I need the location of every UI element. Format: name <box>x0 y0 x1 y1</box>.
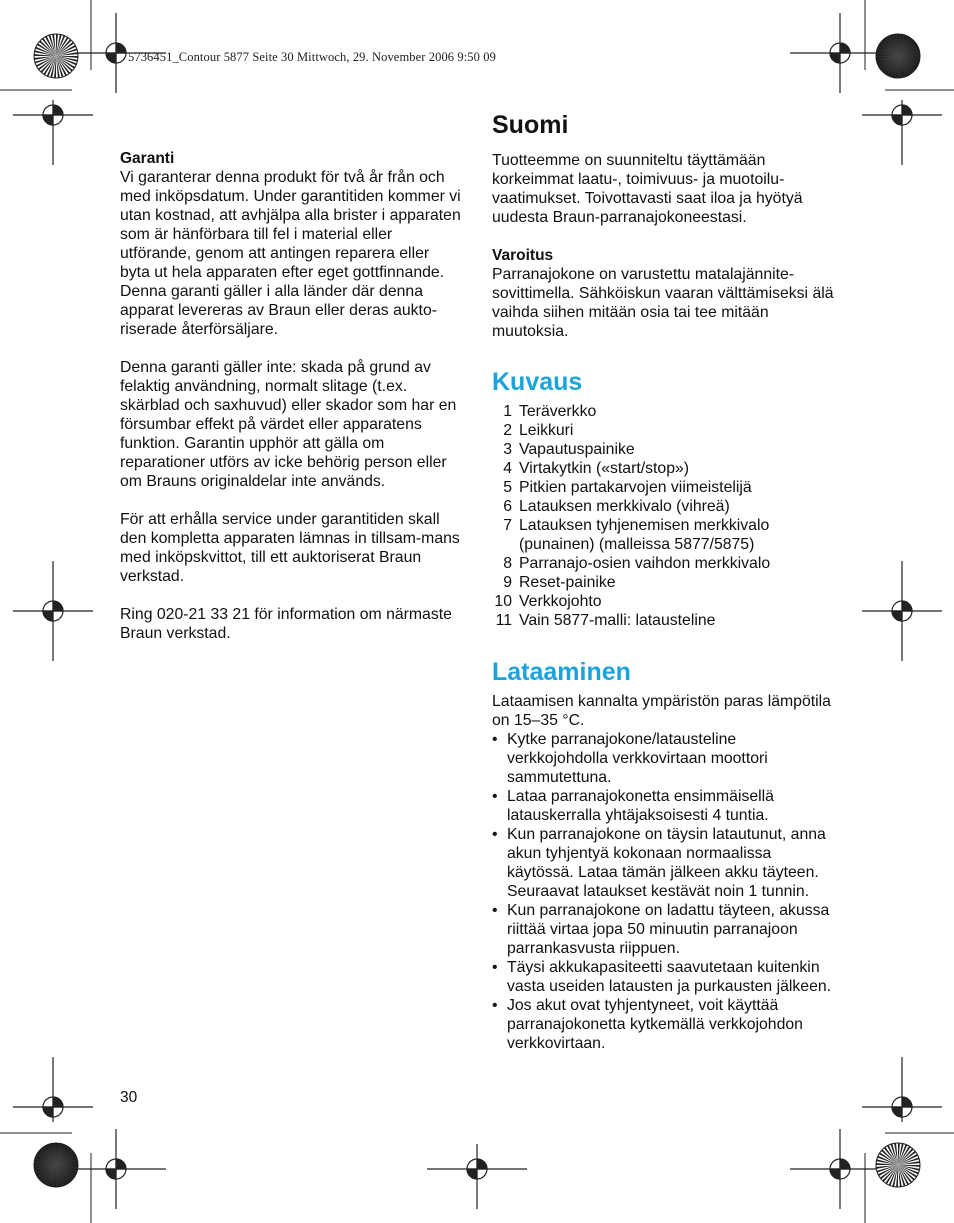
list-item: 3 Vapautuspainike <box>503 441 635 458</box>
parts-list <box>492 402 837 630</box>
paragraph: Denna garanti gäller inte: skada på grund av felaktig användning, normalt slitage (t.ex. skärblad och saxhuvud) eller skador som har en försumbar effekt på värdet eller apparatens funktion. Garantin upphör att gälla om reparationer utförs av icke behörig person eller om Brauns originaldelar inte används. <box>120 359 457 490</box>
list-item: 11 Vain 5877-malli: latausteline <box>495 612 716 629</box>
list-item: 4 Virtakytkin («start/stop») <box>503 460 690 477</box>
section-heading-garanti: Garanti <box>120 150 175 167</box>
right-column <box>492 110 837 1053</box>
paragraph: Denna garanti gäller i alla länder där denna apparat levereras av Braun eller deras aukto-riserade återförsäljare. <box>120 283 437 338</box>
list-item: 10 Verkkojohto <box>494 593 602 610</box>
paragraph: För att erhålla service under garantitiden skall den kompletta apparaten lämnas in tillsam-mans med inköpskvittot, till ett auktoriserat Braun verkstad. <box>120 511 460 585</box>
bullet-icon: • <box>492 997 498 1014</box>
list-item: • Täysi akkukapasiteetti saavutetaan kuitenkin vasta useiden latausten ja purkausten jälkeen. <box>492 959 832 995</box>
list-item: 8 Parranajo-osien vaihdon merkkivalo <box>503 555 771 572</box>
star-target-br <box>876 1143 920 1187</box>
list-item: • Jos akut ovat tyhjentyneet, voit käyttää parranajokonetta kytkemällä verkkojohdon verkkovirtaan. <box>492 997 803 1052</box>
intro-paragraph: Tuotteemme on suunniteltu täyttämään korkeimmat laatu-, toimivuus- ja muotoilu-vaatimukset. Toivottavasti saat iloa ja hyötyä uudesta Braun-parranajokoneestasi. <box>492 152 803 226</box>
page-number: 30 <box>120 1089 138 1106</box>
lataaminen-intro: Lataamisen kannalta ympäristön paras lämpötila on 15–35 °C. <box>492 693 831 729</box>
list-item: 5 Pitkien partakarvojen viimeistelijä <box>503 479 752 496</box>
list-item: 9 Reset-painike <box>503 574 616 591</box>
list-item: 6 Latauksen merkkivalo (vihreä) <box>503 498 730 515</box>
list-item: 1 Teräverkko <box>503 403 597 420</box>
section-title-suomi: Suomi <box>492 111 569 139</box>
list-item: • Lataa parranajokonetta ensimmäisellä latauskerralla yhtäjaksoisesti 4 tuntia. <box>492 788 774 824</box>
bullet-icon: • <box>492 788 498 805</box>
warning-paragraph: Parranajokone on varustettu matalajännite-sovittimella. Sähköiskun vaaran välttämiseksi älä vaihda siihen mitään osia tai tee mitään muutoksia. <box>492 266 834 340</box>
section-title-lataaminen: Lataaminen <box>492 658 631 686</box>
star-target-tl <box>34 34 78 78</box>
list-item: • Kun parranajokone on täysin latautunut, anna akun tyhjentyä kokonaan normaalissa käytössä. Lataa tämän jälkeen akku täyteen. Seuraavat lataukset kestävät noin 1 tunnin. <box>492 826 826 900</box>
bullet-icon: • <box>492 959 498 976</box>
bullet-icon: • <box>492 902 498 919</box>
section-title-kuvaus: Kuvaus <box>492 368 583 396</box>
list-item: • Kun parranajokone on ladattu täyteen, akussa riittää virtaa jopa 50 minuutin parranajoon parrankasvusta riippuen. <box>492 902 830 957</box>
list-item: 7 Latauksen tyhjenemisen merkkivalo (punainen) (malleissa 5877/5875) <box>503 517 770 553</box>
star-target-bl <box>34 1143 78 1187</box>
star-target-tr <box>876 34 920 78</box>
bullet-icon: • <box>492 731 498 748</box>
paragraph: Ring 020-21 33 21 för information om närmaste Braun verkstad. <box>120 606 452 642</box>
warning-heading: Varoitus <box>492 247 554 264</box>
list-item: • Kytke parranajokone/latausteline verkkojohdolla verkkovirtaan moottori sammutettuna. <box>492 731 768 786</box>
list-item: 2 Leikkuri <box>503 422 574 439</box>
left-column <box>120 149 462 643</box>
charging-instructions-list <box>492 730 837 1053</box>
paragraph: Vi garanterar denna produkt för två år från och med inköpsdatum. Under garantitiden kommer vi utan kostnad, att avhjälpa alla brister i apparaten som är hänförbara till fel i material eller utförande, genom att antingen reparera eller byta ut hela apparaten efter eget gottfinnande. <box>120 169 461 281</box>
print-slug: 5736451_Contour 5877 Seite 30 Mittwoch, 29. November 2006 9:50 09 <box>128 50 496 64</box>
bullet-icon: • <box>492 826 498 843</box>
